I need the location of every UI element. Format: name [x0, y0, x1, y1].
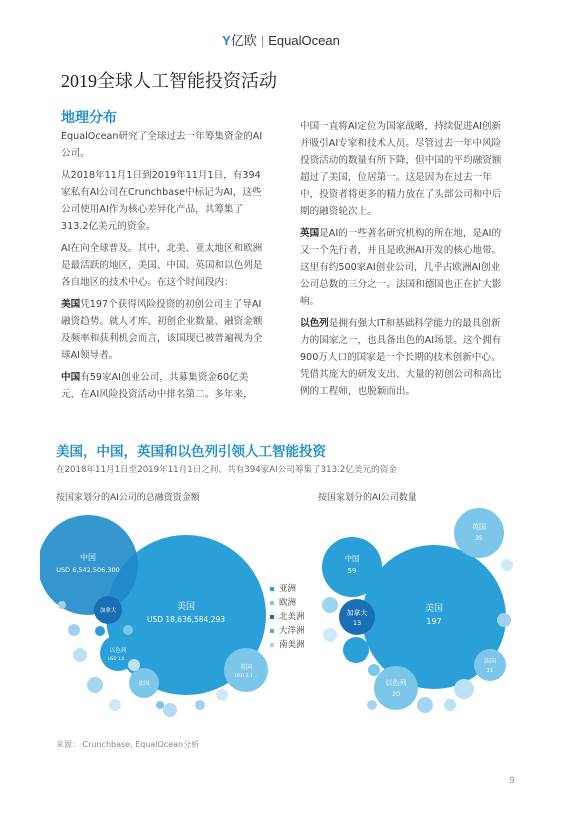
logo-cn: 亿欧	[230, 33, 257, 48]
legend-item: 北美洲	[270, 610, 305, 622]
bubble-france	[474, 649, 506, 681]
bubble-uk-label: 英国	[239, 664, 253, 671]
bubble-china-label: 中国	[344, 554, 360, 563]
bubble-china	[40, 515, 138, 615]
paragraph: 美国凭197个获得风险投资的初创公司主了导AI融资趋势。就人才库、初创企业数量、融资金额及频率和获利机会而言，该国现已被普遍视为全球AI领导者。	[61, 299, 263, 361]
bubble-france-label: 法国	[483, 658, 497, 665]
paragraph: 中国一直将AI定位为国家战略，持续促进AI创新并吸引AI专家和技术人员。尽管过去一年中风险投资活动的数量有所下降，但中国的平均融资额超过了美国，位居第一。这是因为在过去一年中，投资者将更多的精力放在了头部公司和中后期的融资轮次上。	[300, 121, 502, 217]
paragraph: 以色列是拥有强大IT和基础科学能力的最具创新力的国家之一，也具备出色的AI场景。这个拥有900万人口的国家是一个长期的技术创新中心。凭借其庞大的研发支出、大量的初创公司和高比例的工程师，也脱颖而出。	[300, 318, 502, 397]
count-bubble-chart	[312, 505, 522, 730]
bubble-uk-label: 英国	[472, 523, 486, 531]
paragraph: 从2018年11月1日到2019年11月1日，有394家私有AI公司在Crunchbase中标记为AI，这些公司使用AI作为核心差异化产品，共筹集了313.2亿美元的资金。	[61, 170, 262, 232]
bubble-israel-value: 20	[391, 690, 401, 698]
legend-dot	[270, 587, 274, 591]
infographic-title: 美国，中国，英国和以色列引领人工智能投资	[56, 444, 326, 460]
bubble-us-value: 197	[426, 617, 442, 626]
paragraph: AI在向全球普及。其中，北美、亚太地区和欧洲是最活跃的地区，美国、中国、英国和以色列是各自地区的技术中心。在这个时间段内：	[61, 243, 263, 288]
legend-dot	[270, 601, 274, 605]
source-note: 来源： Crunchbase, EqualOcean分析	[56, 740, 200, 749]
logo-icon: Y	[222, 33, 231, 48]
bubble-israel-label: 以色列	[109, 648, 127, 654]
bubble-us-label: 美国	[424, 604, 444, 614]
paragraph: EqualOcean研究了全球过去一年筹集资金的AI公司。	[61, 131, 263, 159]
page-number: 9	[509, 776, 515, 786]
bubble-uk-value: USD 2,1...	[234, 674, 258, 679]
paragraph: 英国是AI的一些著名研究机构的所在地，是AI的又一个先行者，并且是欧洲AI开发的核心地带。这里有约500家AI创业公司，几乎占欧洲AI创业公司总数的三分之一。法国和德国也正在扩大影响。	[300, 228, 502, 307]
right-column	[300, 118, 503, 405]
legend-dot	[270, 615, 274, 619]
page-title: 2019全球人工智能投资活动	[61, 71, 277, 91]
section-title: 地理分布	[61, 110, 117, 126]
bubble-canada-label: 加拿大	[99, 608, 117, 614]
bubble-france-value: 11	[486, 668, 494, 674]
bubble-canada-label: 加拿大	[346, 609, 368, 617]
left-chart-caption: 按国家划分的AI公司的总融资资金额	[56, 493, 200, 503]
bubble-israel	[374, 666, 418, 710]
paragraph: 中国有59家AI创业公司，共募集资金60亿美元，在AI风险投资活动中排名第二。多年来，	[61, 372, 253, 400]
infographic-subtitle: 在2018年11月1日至2019年11月1日之间，共有394家AI公司筹集了313.2亿美元的资金	[56, 465, 397, 475]
bubble-us-value: USD 18,636,584,293	[146, 615, 226, 624]
right-chart-caption: 按国家划分的AI公司数量	[318, 493, 417, 503]
legend-item: 南美洲	[270, 638, 305, 650]
bubble-france-label: 法国	[138, 681, 150, 687]
bubble-china-label: 中国	[80, 553, 96, 562]
legend-dot	[270, 629, 274, 633]
logo-en: EqualOcean	[268, 33, 340, 48]
bubble-china-value: USD 6,542,506,300	[56, 566, 120, 574]
bubble-china-value: 59	[347, 567, 357, 575]
bubble-canada-value: 13	[352, 619, 362, 627]
legend-item: 亚洲	[270, 582, 296, 594]
bubble-israel-value: USD 1,0...	[108, 656, 128, 661]
bubble-uk	[454, 508, 504, 558]
legend-dot	[270, 643, 274, 647]
funding-bubble-chart	[40, 505, 270, 730]
bubble-us-label: 美国	[176, 602, 196, 612]
legend-item: 大洋洲	[270, 624, 305, 636]
bubble-uk-value: 35	[475, 535, 483, 542]
bubble-canada	[339, 599, 375, 635]
legend-item: 欧洲	[270, 596, 296, 608]
bubble-israel-label: 以色列	[385, 679, 407, 687]
header-logo: Y亿欧 | EqualOcean	[222, 33, 340, 48]
left-column	[61, 128, 265, 408]
